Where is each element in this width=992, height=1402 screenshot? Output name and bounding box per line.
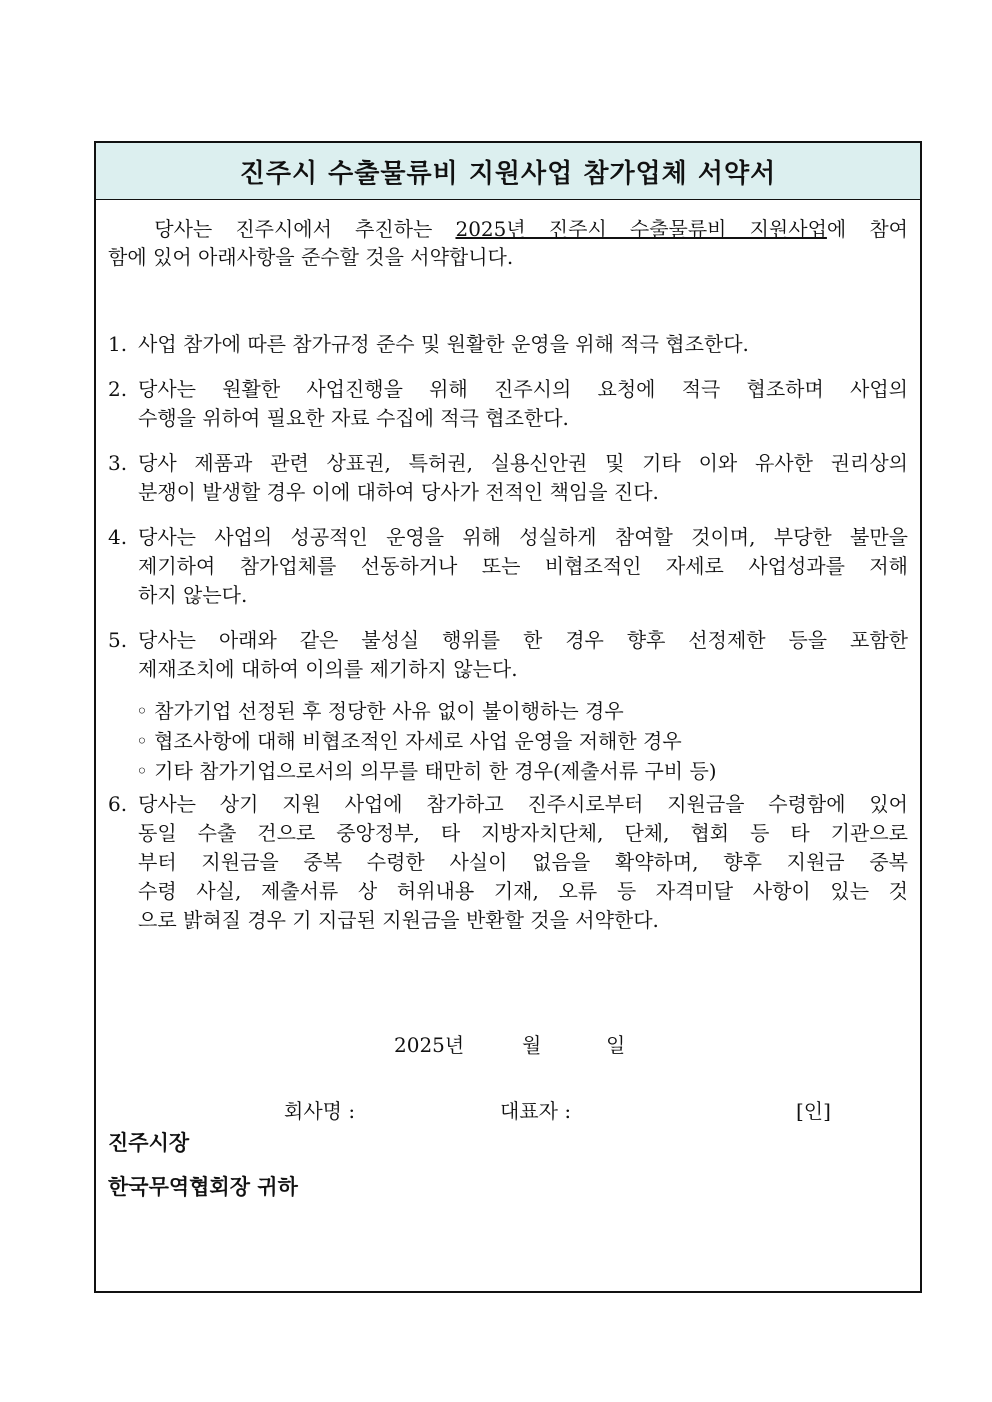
item-line: 수행을 위하여 필요한 자료 수집에 적극 협조한다. xyxy=(138,406,569,430)
item-line: 제기하여 참가업체를 선동하거나 또는 비협조적인 자세로 사업성과를 저해 xyxy=(138,554,908,578)
item-line: 으로 밝혀질 경우 기 지급된 지원금을 반환할 것을 서약한다. xyxy=(138,908,659,932)
item-number: 3. xyxy=(108,451,128,475)
item-line: 당사는 원활한 사업진행을 위해 진주시의 요청에 적극 협조하며 사업의 xyxy=(138,377,908,401)
pledge-item-1 xyxy=(108,330,908,359)
item-line: 당사는 아래와 같은 불성실 행위를 한 경우 향후 선정제한 등을 포함한 xyxy=(138,628,908,652)
item-line: 부터 지원금을 중복 수령한 사실이 없음을 확약하며, 향후 지원금 중복 xyxy=(138,850,908,874)
item-number: 2. xyxy=(108,377,128,401)
page-title: 진주시 수출물류비 지원사업 참가업체 서약서 xyxy=(239,158,777,189)
addressee-mayor: 진주시장 xyxy=(108,1131,190,1155)
pledge-item-3 xyxy=(108,449,908,507)
date-year: 2025년 xyxy=(394,1033,465,1057)
date-month: 월 xyxy=(522,1033,542,1057)
item-number: 5. xyxy=(108,628,128,652)
sub-item-2: ◦ 협조사항에 대해 비협조적인 자세로 사업 운영을 저해한 경우 xyxy=(136,729,682,753)
item-number: 6. xyxy=(108,792,128,816)
item-line: 분쟁이 발생할 경우 이에 대하여 당사가 전적인 책임을 진다. xyxy=(138,480,659,504)
intro-paragraph xyxy=(108,215,908,271)
item-line: 제재조치에 대하여 이의를 제기하지 않는다. xyxy=(138,657,518,681)
intro-line-2: 함에 있어 아래사항을 준수할 것을 서약합니다. xyxy=(108,245,514,269)
item-line: 수령 사실, 제출서류 상 허위내용 기재, 오류 등 자격미달 사항이 있는 것 xyxy=(138,879,908,903)
pledge-item-5 xyxy=(108,626,908,684)
item-line: 당사는 사업의 성공적인 운영을 위해 성실하게 참여할 것이며, 부당한 불만을 xyxy=(138,525,908,549)
intro-line-1 xyxy=(108,215,908,243)
pledge-item-2 xyxy=(108,375,908,433)
item-number: 4. xyxy=(108,525,128,549)
item-line: 하지 않는다. xyxy=(138,583,248,607)
sub-item-3: ◦ 기타 참가기업으로서의 의무를 태만히 한 경우(제출서류 구비 등) xyxy=(136,759,717,783)
seal-mark: [인] xyxy=(796,1099,831,1123)
company-name-label: 회사명 : xyxy=(284,1099,356,1123)
item-number: 1. xyxy=(108,332,128,356)
item-line: 당사 제품과 관련 상표권, 특허권, 실용신안권 및 기타 이와 유사한 권리상의 xyxy=(138,451,908,475)
pledge-item-4 xyxy=(108,523,908,610)
item-line: 동일 수출 건으로 중앙정부, 타 지방자치단체, 단체, 협회 등 타 기관으로 xyxy=(138,821,908,845)
item-line: 사업 참가에 따른 참가규정 준수 및 원활한 운영을 위해 적극 협조한다. xyxy=(138,332,749,356)
title-bar xyxy=(96,143,920,200)
addressee-association: 한국무역협회장 귀하 xyxy=(108,1175,298,1199)
representative-label: 대표자 : xyxy=(500,1099,572,1123)
sub-item-1: ◦ 참가기업 선정된 후 정당한 사유 없이 불이행하는 경우 xyxy=(136,699,624,723)
intro-text-after: 에 참여 xyxy=(826,217,908,241)
date-day: 일 xyxy=(606,1033,626,1057)
item-line: 당사는 상기 지원 사업에 참가하고 진주시로부터 지원금을 수령함에 있어 xyxy=(138,792,908,816)
intro-text-before: 당사는 진주시에서 추진하는 xyxy=(108,217,456,241)
program-name: 2025년 진주시 수출물류비 지원사업 xyxy=(455,217,827,241)
pledge-item-6 xyxy=(108,790,908,935)
pledge-form xyxy=(94,141,922,1293)
pledge-list xyxy=(108,330,908,951)
